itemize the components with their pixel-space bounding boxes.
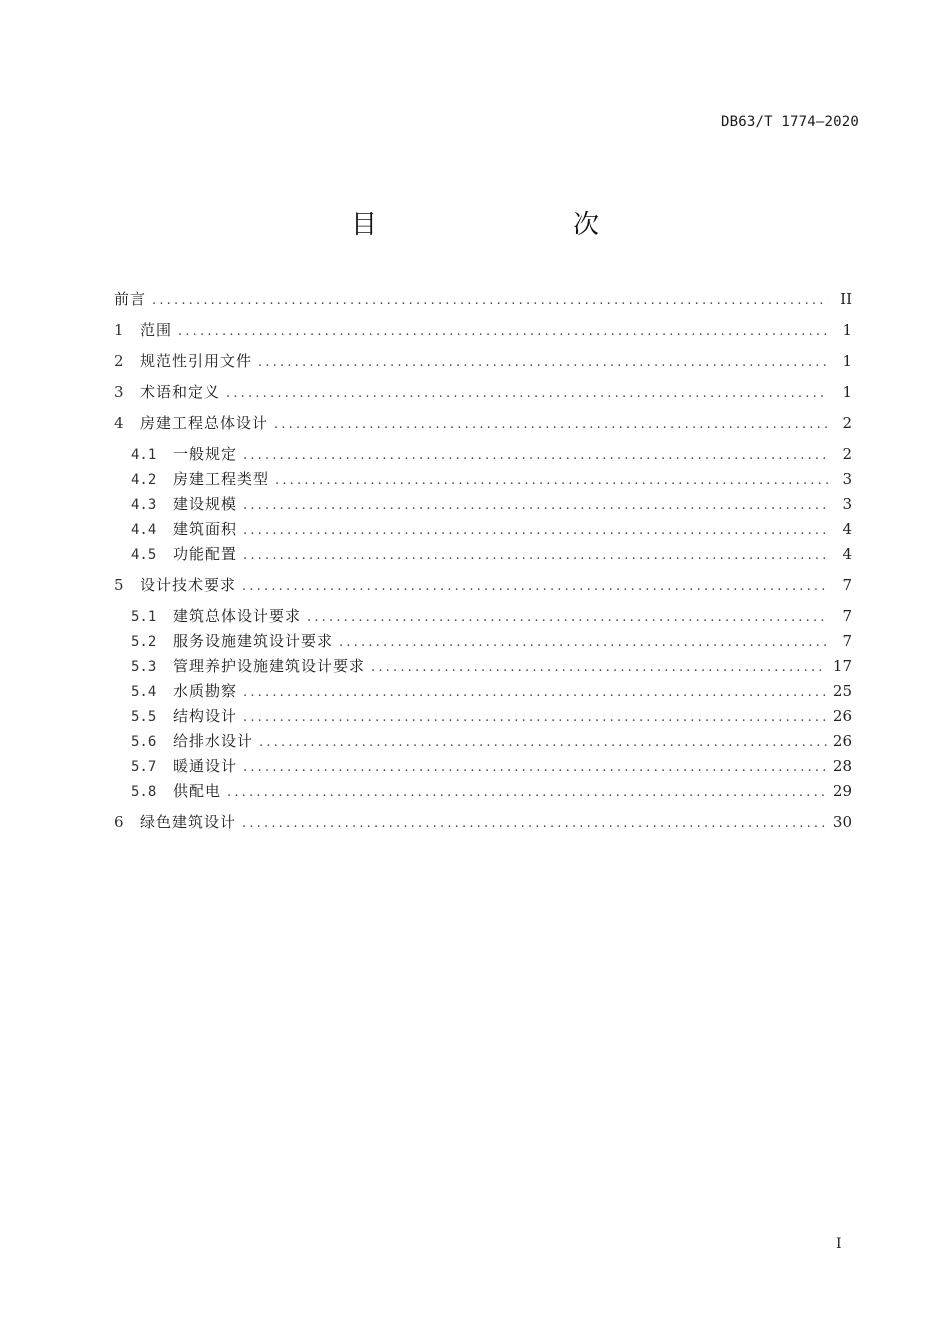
toc-leader-dots [242,574,828,599]
toc-entry-title: 水质勘察 [173,682,238,700]
toc-entry-title: 房建工程类型 [173,470,270,488]
toc-leader-dots [152,288,828,313]
toc-entry-title: 绿色建筑设计 [140,813,237,831]
toc-entry-page: 26 [832,707,852,725]
toc-entry[interactable] [114,318,852,349]
toc-entry-number: 4.3 [131,497,157,513]
toc-entry-title: 规范性引用文件 [140,352,253,370]
toc-leader-dots [227,780,827,805]
toc-subentry[interactable] [114,704,852,729]
toc-entry-title: 结构设计 [173,707,238,725]
toc-entry-number: 5 [114,576,124,594]
toc-entry-title: 建筑面积 [173,520,238,538]
toc-entry-number: 5.8 [131,784,157,800]
toc-entry-number: 5.4 [131,684,157,700]
toc-subentry[interactable] [114,629,852,654]
toc-leader-dots [258,350,828,375]
toc-subentry[interactable] [114,654,852,679]
toc-leader-dots [339,630,828,655]
toc-entry[interactable] [114,287,852,318]
toc-leader-dots [259,730,827,755]
toc-entry-number: 5.2 [131,634,157,650]
toc-entry-title: 设计技术要求 [140,576,237,594]
toc-leader-dots [178,319,828,344]
toc-entry-number: 2 [114,352,124,370]
toc-entry-page: 1 [842,321,852,339]
toc-leader-dots [307,605,828,630]
toc-entry-title: 管理养护设施建筑设计要求 [173,657,366,675]
toc-entry[interactable] [114,810,852,841]
toc-entry-title: 服务设施建筑设计要求 [173,632,334,650]
toc-entry-title: 给排水设计 [173,732,254,750]
toc-entry-page: 17 [832,657,852,675]
toc-leader-dots [243,443,828,468]
toc-subentry[interactable] [114,467,852,492]
toc-entry-page: 3 [842,470,852,488]
toc-subentry[interactable] [114,604,852,629]
toc-entry-title: 一般规定 [173,445,238,463]
toc-entry-page: 30 [832,813,852,831]
toc-entry-number: 5.1 [131,609,157,625]
toc-entry-page: 3 [842,495,852,513]
toc-entry-number: 4.4 [131,522,157,538]
toc-entry-number: 5.7 [131,759,157,775]
toc-subentry[interactable] [114,779,852,804]
toc-entry-title: 暖通设计 [173,757,238,775]
toc-leader-dots [243,705,827,730]
toc-leader-dots [371,655,827,680]
toc-leader-dots [242,811,827,836]
toc-entry-page: 28 [832,757,852,775]
toc-entry-page: 25 [832,682,852,700]
toc-leader-dots [243,518,828,543]
toc-entry-page: 4 [842,545,852,563]
toc-leader-dots [243,543,828,568]
toc-subentry[interactable] [114,679,852,704]
toc-entry-page: 7 [842,632,852,650]
toc-entry-number: 5.6 [131,734,157,750]
toc-entry-page: 2 [842,414,852,432]
toc-entry-number: 4.5 [131,547,157,563]
toc-leader-dots [243,680,827,705]
toc-leader-dots [274,412,828,437]
page-title: 目 次 [350,210,647,240]
toc-entry[interactable] [114,349,852,380]
toc-entry-number: 4.1 [131,447,157,463]
toc-entry-title: 功能配置 [173,545,238,563]
toc-entry-number: 6 [114,813,124,831]
toc-entry-title: 前言 [114,290,147,308]
toc-subentry[interactable] [114,442,852,467]
toc-entry[interactable] [114,380,852,411]
toc-leader-dots [243,493,828,518]
document-code: DB63/T 1774—2020 [720,114,859,130]
table-of-contents [114,287,852,841]
toc-entry-title: 范围 [140,321,173,339]
toc-leader-dots [243,755,827,780]
toc-subentry[interactable] [114,729,852,754]
toc-subentry[interactable] [114,542,852,567]
toc-leader-dots [226,381,828,406]
toc-entry-number: 5.5 [131,709,157,725]
toc-entry-title: 建筑总体设计要求 [173,607,302,625]
toc-entry-page: 1 [842,352,852,370]
toc-entry-page: 29 [832,782,852,800]
page-number: I [836,1236,842,1252]
toc-entry-page: 26 [832,732,852,750]
toc-entry-page: 2 [842,445,852,463]
toc-entry-number: 5.3 [131,659,157,675]
toc-entry-title: 术语和定义 [140,383,221,401]
toc-entry-number: 4.2 [131,472,157,488]
toc-subentry[interactable] [114,492,852,517]
toc-entry[interactable] [114,411,852,442]
toc-entry-page: 1 [842,383,852,401]
toc-entry-number: 4 [114,414,124,432]
toc-entry-page: 7 [842,576,852,594]
toc-entry-title: 供配电 [173,782,222,800]
toc-entry-number: 3 [114,383,124,401]
toc-entry-page: 7 [842,607,852,625]
toc-entry-number: 1 [114,321,124,339]
toc-entry-page: II [840,290,852,308]
toc-entry-title: 建设规模 [173,495,238,513]
toc-leader-dots [275,468,828,493]
toc-subentry[interactable] [114,754,852,779]
toc-entry-title: 房建工程总体设计 [140,414,269,432]
toc-entry[interactable] [114,573,852,604]
toc-subentry[interactable] [114,517,852,542]
toc-entry-page: 4 [842,520,852,538]
